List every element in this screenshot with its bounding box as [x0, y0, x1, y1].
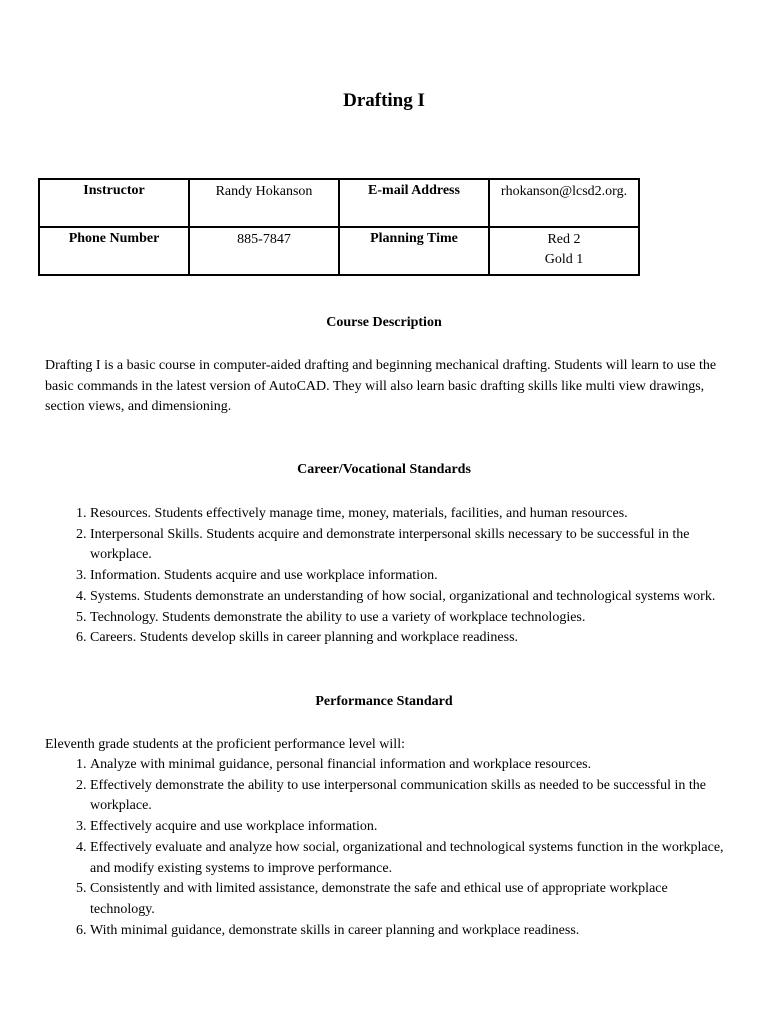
phone-label: Phone Number: [39, 227, 189, 275]
list-item: 4. Effectively evaluate and analyze how social, organizational and technological systems function in the workplace, and modify existing systems to improve performance.: [90, 838, 730, 879]
planning-label: Planning Time: [339, 227, 489, 275]
email-label: E-mail Address: [339, 179, 489, 227]
career-standards-heading: Career/Vocational Standards: [297, 462, 471, 477]
table-row: [39, 227, 639, 275]
course-description-heading: Course Description: [326, 315, 442, 330]
performance-standard-list: [45, 755, 730, 941]
list-item: 6. With minimal guidance, demonstrate skills in career planning and workplace readiness.: [90, 921, 730, 942]
course-info-table: [38, 178, 640, 276]
list-item: 3. Effectively acquire and use workplace information.: [90, 817, 730, 838]
performance-standard-heading: Performance Standard: [315, 694, 453, 709]
table-row: [39, 179, 639, 227]
list-item: 5. Technology. Students demonstrate the ability to use a variety of workplace technologies.: [90, 608, 730, 629]
list-item: 5. Consistently and with limited assistance, demonstrate the safe and ethical use of appropriate workplace technology.: [90, 879, 730, 920]
course-description-text: Drafting I is a basic course in computer-aided drafting and beginning mechanical drafting. Students will learn to use the basic commands in the latest version of AutoCAD. They will also learn basic drafting skills like multi view drawings, section views, and dimensioning.: [45, 358, 717, 414]
planning-value-line: Gold 1: [544, 252, 584, 267]
instructor-label: Instructor: [39, 179, 189, 227]
performance-standard-intro: Eleventh grade students at the proficient performance level will:: [45, 737, 405, 752]
list-item: 1. Analyze with minimal guidance, personal financial information and workplace resources.: [90, 755, 730, 776]
list-item: 3. Information. Students acquire and use workplace information.: [90, 566, 730, 587]
career-standards-list: [45, 504, 730, 649]
page-title: Drafting I: [343, 90, 425, 111]
list-item: 6. Careers. Students develop skills in career planning and workplace readiness.: [90, 628, 730, 649]
list-item: 2. Effectively demonstrate the ability to use interpersonal communication skills as needed to be successful in the workplace.: [90, 776, 730, 817]
list-item: 4. Systems. Students demonstrate an understanding of how social, organizational and technological systems work.: [90, 587, 730, 608]
email-value: rhokanson@lcsd2.org.: [489, 179, 639, 227]
instructor-value: Randy Hokanson: [189, 179, 339, 227]
planning-value: [489, 227, 639, 275]
planning-value-line: Red 2: [547, 232, 581, 247]
phone-value: 885-7847: [189, 227, 339, 275]
list-item: 2. Interpersonal Skills. Students acquire and demonstrate interpersonal skills necessary to be successful in the workplace.: [90, 525, 730, 566]
list-item: 1. Resources. Students effectively manage time, money, materials, facilities, and human resources.: [90, 504, 730, 525]
